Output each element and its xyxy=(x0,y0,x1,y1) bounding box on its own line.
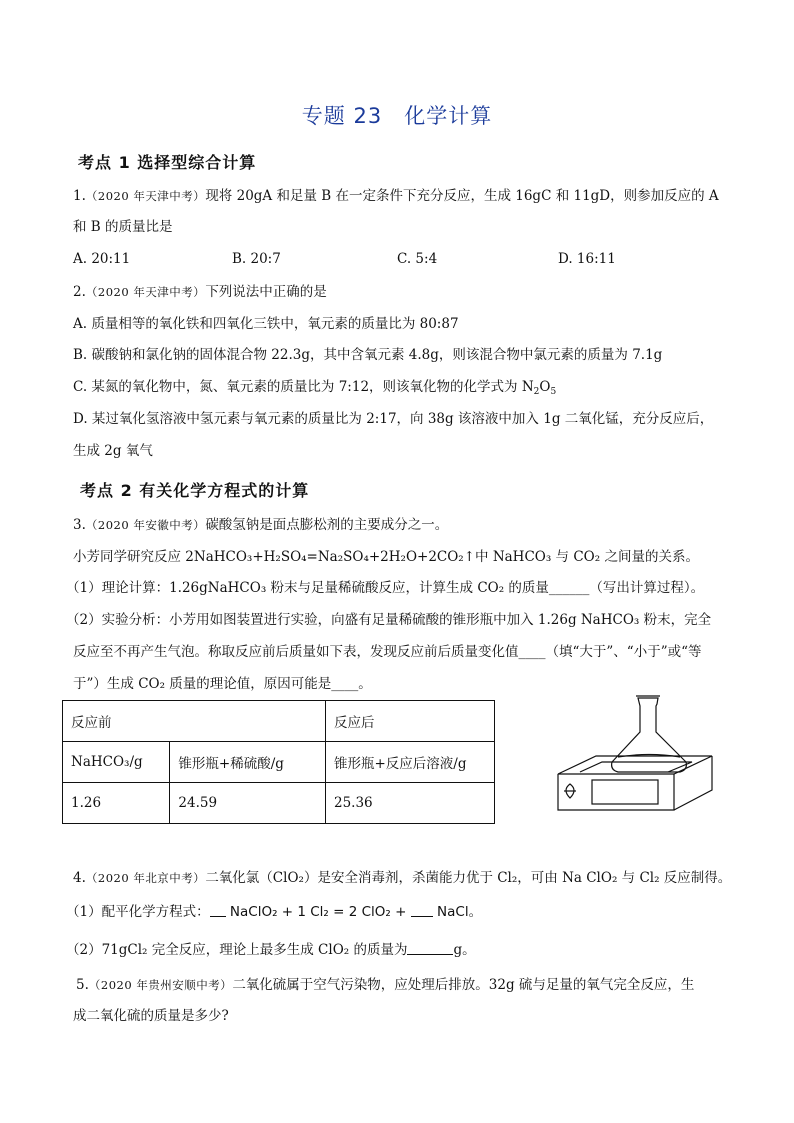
q1-option-c: C. 5:4 xyxy=(397,251,438,267)
q1-option-d: D. 16:11 xyxy=(558,251,616,267)
table-row xyxy=(63,701,495,742)
q4-part-2 xyxy=(66,941,476,959)
q2-option-c-sub2: 5 xyxy=(550,387,557,397)
answer-blank[interactable] xyxy=(210,904,226,917)
table-header-before: 反应前 xyxy=(63,701,326,742)
q3-part-1: （1）理论计算：1.26gNaHCO₃ 粉末与足量稀硫酸反应，计算生成 CO₂ 的质量______（写出计算过程）。 xyxy=(66,580,705,596)
title-number: 专题 23 xyxy=(301,104,383,128)
answer-blank[interactable] xyxy=(407,942,453,955)
q3-source: （2020 年安徽中考） xyxy=(85,518,206,532)
q2-option-c xyxy=(73,378,556,396)
q2-option-c-text: C. 某氮的氧化物中，氮、氧元素的质量比为 7:12，则该氧化物的化学式为 N xyxy=(73,379,534,395)
q2-option-c-sub1: 2 xyxy=(533,387,540,397)
table-cell: 锥形瓶+稀硫酸/g xyxy=(170,742,326,783)
q2-option-d-cont: 生成 2g 氧气 xyxy=(73,443,153,459)
q4-part-1 xyxy=(66,903,482,921)
q4-part-2-text: （2）71gCl₂ 完全反应，理论上最多生成 ClO₂ 的质量为 xyxy=(66,942,408,958)
q2-option-d: D. 某过氧化氢溶液中氢元素与氧元素的质量比为 2:17，向 38g 该溶液中加入 1g 二氧化锰，充分反应后， xyxy=(73,411,714,427)
q1-option-a: A. 20:11 xyxy=(73,251,131,267)
q3-reaction-line: 小芳同学研究反应 2NaHCO₃+H₂SO₄=Na₂SO₄+2H₂O+2CO₂↑中 NaHCO₃ 与 CO₂ 之间量的关系。 xyxy=(73,549,699,565)
q2-text: 下列说法中正确的是 xyxy=(205,284,327,300)
title-topic: 化学计算 xyxy=(404,104,493,128)
q4-part-2-unit: g。 xyxy=(453,942,476,958)
section-heading-1: 考点 1 选择型综合计算 xyxy=(78,153,257,172)
q5-text: 二氧化硫属于空气污染物，应处理后排放。32g 硫与足量的氧气完全反应，生 xyxy=(232,977,695,993)
q4-number: 4. xyxy=(73,870,86,886)
mass-table xyxy=(62,700,495,824)
q3-part-2-cont: 反应至不再产生气泡。称取反应前后质量如下表，发现反应前后质量变化值____（填“大于”、“小于”或“等 xyxy=(73,644,702,660)
q1-option-b: B. 20:7 xyxy=(232,251,281,267)
q5-text-cont: 成二氧化硫的质量是多少? xyxy=(73,1008,229,1024)
table-header-after: 反应后 xyxy=(326,701,495,742)
q2-option-b: B. 碳酸钠和氯化钠的固体混合物 22.3g，其中含氧元素 4.8g，则该混合物中氯元素的质量为 7.1g xyxy=(73,347,663,363)
table-cell: 25.36 xyxy=(326,783,495,824)
q3-number: 3. xyxy=(73,517,86,533)
q2-option-c-mid: O xyxy=(539,379,551,395)
electronic-balance-flask-figure xyxy=(556,692,716,818)
q3-part-2: （2）实验分析：小芳用如图装置进行实验，向盛有足量稀硫酸的锥形瓶中加入 1.26g NaHCO₃ 粉末，完全 xyxy=(66,612,712,628)
page-title xyxy=(0,100,794,130)
q3-part-2-end: 于”）生成 CO₂ 质量的理论值，原因可能是____。 xyxy=(73,676,372,692)
table-cell: 1.26 xyxy=(63,783,170,824)
q5-number: 5. xyxy=(76,977,89,993)
q4-part-1-label: （1）配平化学方程式： xyxy=(66,904,210,920)
q2-number: 2. xyxy=(73,284,86,300)
question-1 xyxy=(73,187,719,205)
q5-source: （2020 年贵州安顺中考） xyxy=(88,978,233,992)
table-cell: NaHCO₃/g xyxy=(63,742,170,783)
conical-flask-icon xyxy=(612,696,687,772)
q4-equation-end: NaCl xyxy=(437,904,469,920)
question-5 xyxy=(76,976,694,994)
q1-number: 1. xyxy=(73,188,86,204)
q2-source: （2020 年天津中考） xyxy=(85,285,206,299)
q1-source: （2020 年天津中考） xyxy=(85,189,206,203)
question-2 xyxy=(73,283,327,301)
answer-blank[interactable] xyxy=(411,904,433,917)
question-4 xyxy=(73,869,731,887)
q2-option-a: A. 质量相等的氧化铁和四氧化三铁中，氧元素的质量比为 80:87 xyxy=(73,316,459,332)
q4-equation: NaClO₂ + 1 Cl₂ = 2 ClO₂ + xyxy=(229,904,407,920)
q1-text: 现将 20gA 和足量 B 在一定条件下充分反应，生成 16gC 和 11gD，则参加反应的 A xyxy=(205,188,719,204)
balance-icon xyxy=(558,756,712,810)
table-row xyxy=(63,783,495,824)
q1-text-cont: 和 B 的质量比是 xyxy=(73,219,173,235)
q3-text: 碳酸氢钠是面点膨松剂的主要成分之一。 xyxy=(205,517,449,533)
section-heading-2: 考点 2 有关化学方程式的计算 xyxy=(80,481,310,500)
table-cell: 24.59 xyxy=(170,783,326,824)
q4-source: （2020 年北京中考） xyxy=(85,871,206,885)
table-row xyxy=(63,742,495,783)
table-cell: 锥形瓶+反应后溶液/g xyxy=(326,742,495,783)
question-3 xyxy=(73,516,448,534)
q4-text: 二氧化氯（ClO₂）是安全消毒剂，杀菌能力优于 Cl₂，可由 Na ClO₂ 与 Cl₂ 反应制得。 xyxy=(205,870,732,886)
q4-equation-period: 。 xyxy=(468,904,483,920)
